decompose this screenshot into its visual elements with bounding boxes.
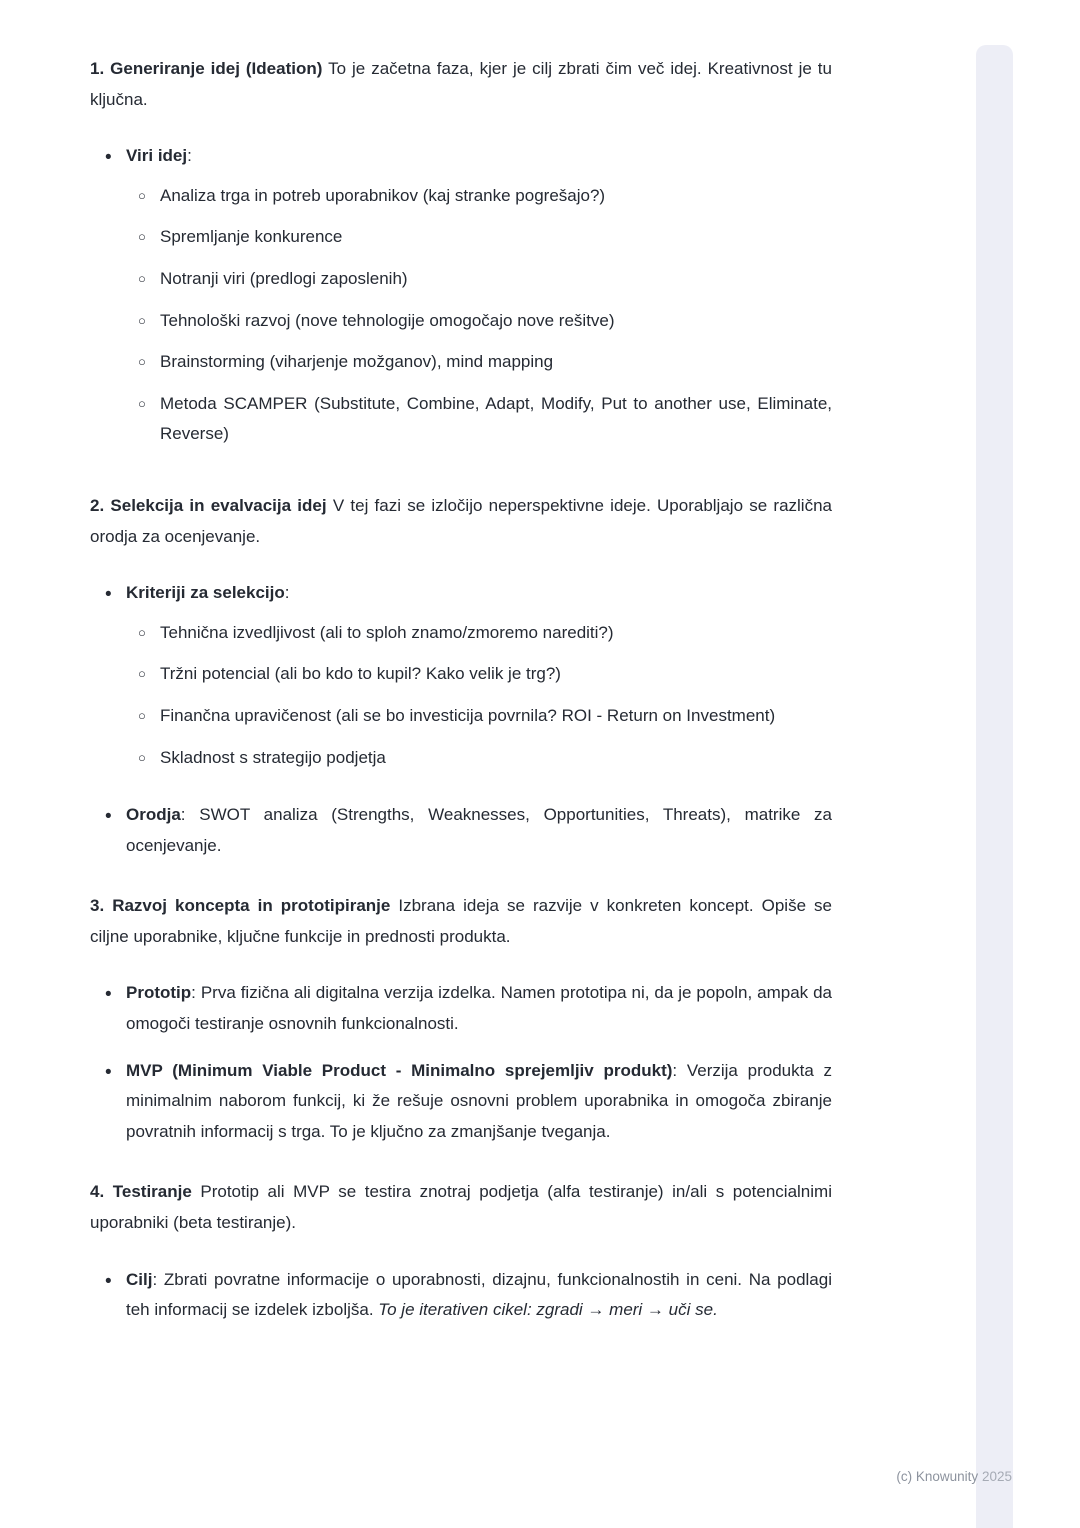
document-content — [90, 54, 832, 1342]
section-intro: To je začetna faza, kjer je cilj zbrati čim več idej. Kreativnost je tu ključna. — [90, 59, 832, 109]
section-heading-paragraph — [90, 1177, 832, 1238]
circle-bullet-icon — [138, 659, 160, 690]
section-heading-paragraph — [90, 891, 832, 952]
sub-list-item — [138, 264, 832, 295]
circle-bullet-icon — [138, 618, 160, 649]
bullet-icon — [105, 1056, 126, 1148]
section-concept-prototyping — [90, 891, 832, 1147]
section-heading-paragraph — [90, 491, 832, 552]
sub-list-item — [138, 347, 832, 378]
list-item — [105, 978, 832, 1039]
sub-list-item-text: Tehnološki razvoj (nove tehnologije omogočajo nove rešitve) — [160, 310, 615, 330]
section-intro: V tej fazi se izločijo neperspektivne ideje. Uporabljajo se različna orodja za ocenjevanje. — [90, 495, 832, 546]
list-item-label: Kriteriji za selekcijo — [126, 583, 285, 603]
sub-list-item — [138, 701, 832, 732]
sub-list-item-text: Spremljanje konkurence — [160, 227, 343, 247]
section-heading: 4. Testiranje — [90, 1182, 192, 1202]
bullet-icon — [105, 1265, 126, 1326]
list-item-text: : Verzija produkta z minimalnim naborom funkcij, ki že rešuje osnovni problem uporabnika in omogoča zbiranje povratnih informacij s trga. To je ključno za zmanjšanje tveganja. — [126, 1060, 833, 1141]
sub-list — [126, 618, 832, 773]
sub-list-item-text: Metoda SCAMPER (Substitute, Combine, Adapt, Modify, Put to another use, Eliminate, Reverse) — [160, 393, 832, 444]
scrollbar-track[interactable] — [976, 45, 1013, 1528]
sub-list-item-text: Notranji viri (predlogi zaposlenih) — [160, 268, 408, 288]
footer — [896, 1469, 1012, 1484]
section-ideation — [90, 54, 832, 461]
list-item-label: Prototip — [126, 983, 192, 1003]
bullet-icon — [105, 978, 126, 1039]
sub-list — [126, 181, 832, 450]
circle-bullet-icon — [138, 264, 160, 295]
section-heading-paragraph — [90, 54, 832, 115]
circle-bullet-icon — [138, 743, 160, 774]
sub-list-item — [138, 618, 832, 649]
sub-list-item — [138, 743, 832, 774]
section-heading: 1. Generiranje idej (Ideation) — [90, 59, 323, 78]
section-heading: 3. Razvoj koncepta in prototipiranje — [90, 896, 391, 916]
circle-bullet-icon — [138, 347, 160, 378]
list-item-italic-text: To je iterativen cikel: zgradi → meri → uči se. — [378, 1300, 718, 1320]
section-heading: 2. Selekcija in evalvacija idej — [90, 495, 327, 515]
circle-bullet-icon — [138, 181, 160, 212]
section-selection — [90, 491, 832, 861]
sub-list-item — [138, 306, 832, 337]
section-testing — [90, 1177, 832, 1325]
sub-list-item-text: Skladnost s strategijo podjetja — [160, 747, 386, 767]
list-item-text: : — [187, 146, 192, 166]
bullet-icon — [105, 578, 126, 784]
list-item-label: Orodja — [126, 805, 181, 825]
sub-list-item — [138, 389, 832, 450]
sub-list-item-text: Analiza trga in potreb uporabnikov (kaj stranke pogrešajo?) — [160, 185, 606, 205]
sub-list-item — [138, 181, 832, 212]
list-item — [105, 578, 832, 784]
sub-list-item-text: Tehnična izvedljivost (ali to sploh znamo/zmoremo narediti?) — [160, 622, 614, 642]
list-item-label: MVP (Minimum Viable Product - Minimalno sprejemljiv produkt) — [126, 1060, 673, 1080]
list-item-label: Cilj — [126, 1269, 153, 1289]
sub-list-item-text: Finančna upravičenost (ali se bo investicija povrnila? ROI - Return on Investment) — [160, 705, 776, 725]
list-item-text: : SWOT analiza (Strengths, Weaknesses, Opportunities, Threats), matrike za ocenjevanje. — [126, 805, 832, 855]
list-item — [105, 1265, 832, 1326]
section-intro: Prototip ali MVP se testira znotraj podjetja (alfa testiranje) in/ali s potencialnimi uporabniki (beta testiranje). — [90, 1182, 832, 1233]
footer-copyright: (c) Knowunity — [896, 1469, 979, 1484]
circle-bullet-icon — [138, 306, 160, 337]
list-item-label: Viri idej — [126, 146, 188, 166]
list-item — [105, 1056, 832, 1148]
circle-bullet-icon — [138, 701, 160, 732]
list-item — [105, 800, 832, 861]
sub-list-item-text: Brainstorming (viharjenje možganov), mind mapping — [160, 352, 554, 372]
section-intro: Izbrana ideja se razvije v konkreten koncept. Opiše se ciljne uporabnike, ključne funkcije in prednosti produkta. — [90, 896, 832, 946]
sub-list-item-text: Tržni potencial (ali bo kdo to kupil? Kako velik je trg?) — [160, 664, 561, 684]
list-item-text: : Prva fizična ali digitalna verzija izdelka. Namen prototipa ni, da je popoln, ampak da omogoči testiranje osnovnih funkcionalnosti. — [126, 983, 832, 1034]
list-item — [105, 141, 832, 461]
list-item-text: : Zbrati povratne informacije o uporabnosti, dizajnu, funkcionalnostih in ceni. Na podlagi teh informacij se izdelek izboljša. — [126, 1269, 832, 1320]
sub-list-item — [138, 659, 832, 690]
circle-bullet-icon — [138, 222, 160, 253]
bullet-icon — [105, 141, 126, 461]
footer-year: 2025 — [981, 1469, 1012, 1484]
sub-list-item — [138, 222, 832, 253]
circle-bullet-icon — [138, 389, 160, 450]
list-item-text: : — [284, 583, 290, 603]
bullet-icon — [105, 800, 126, 861]
